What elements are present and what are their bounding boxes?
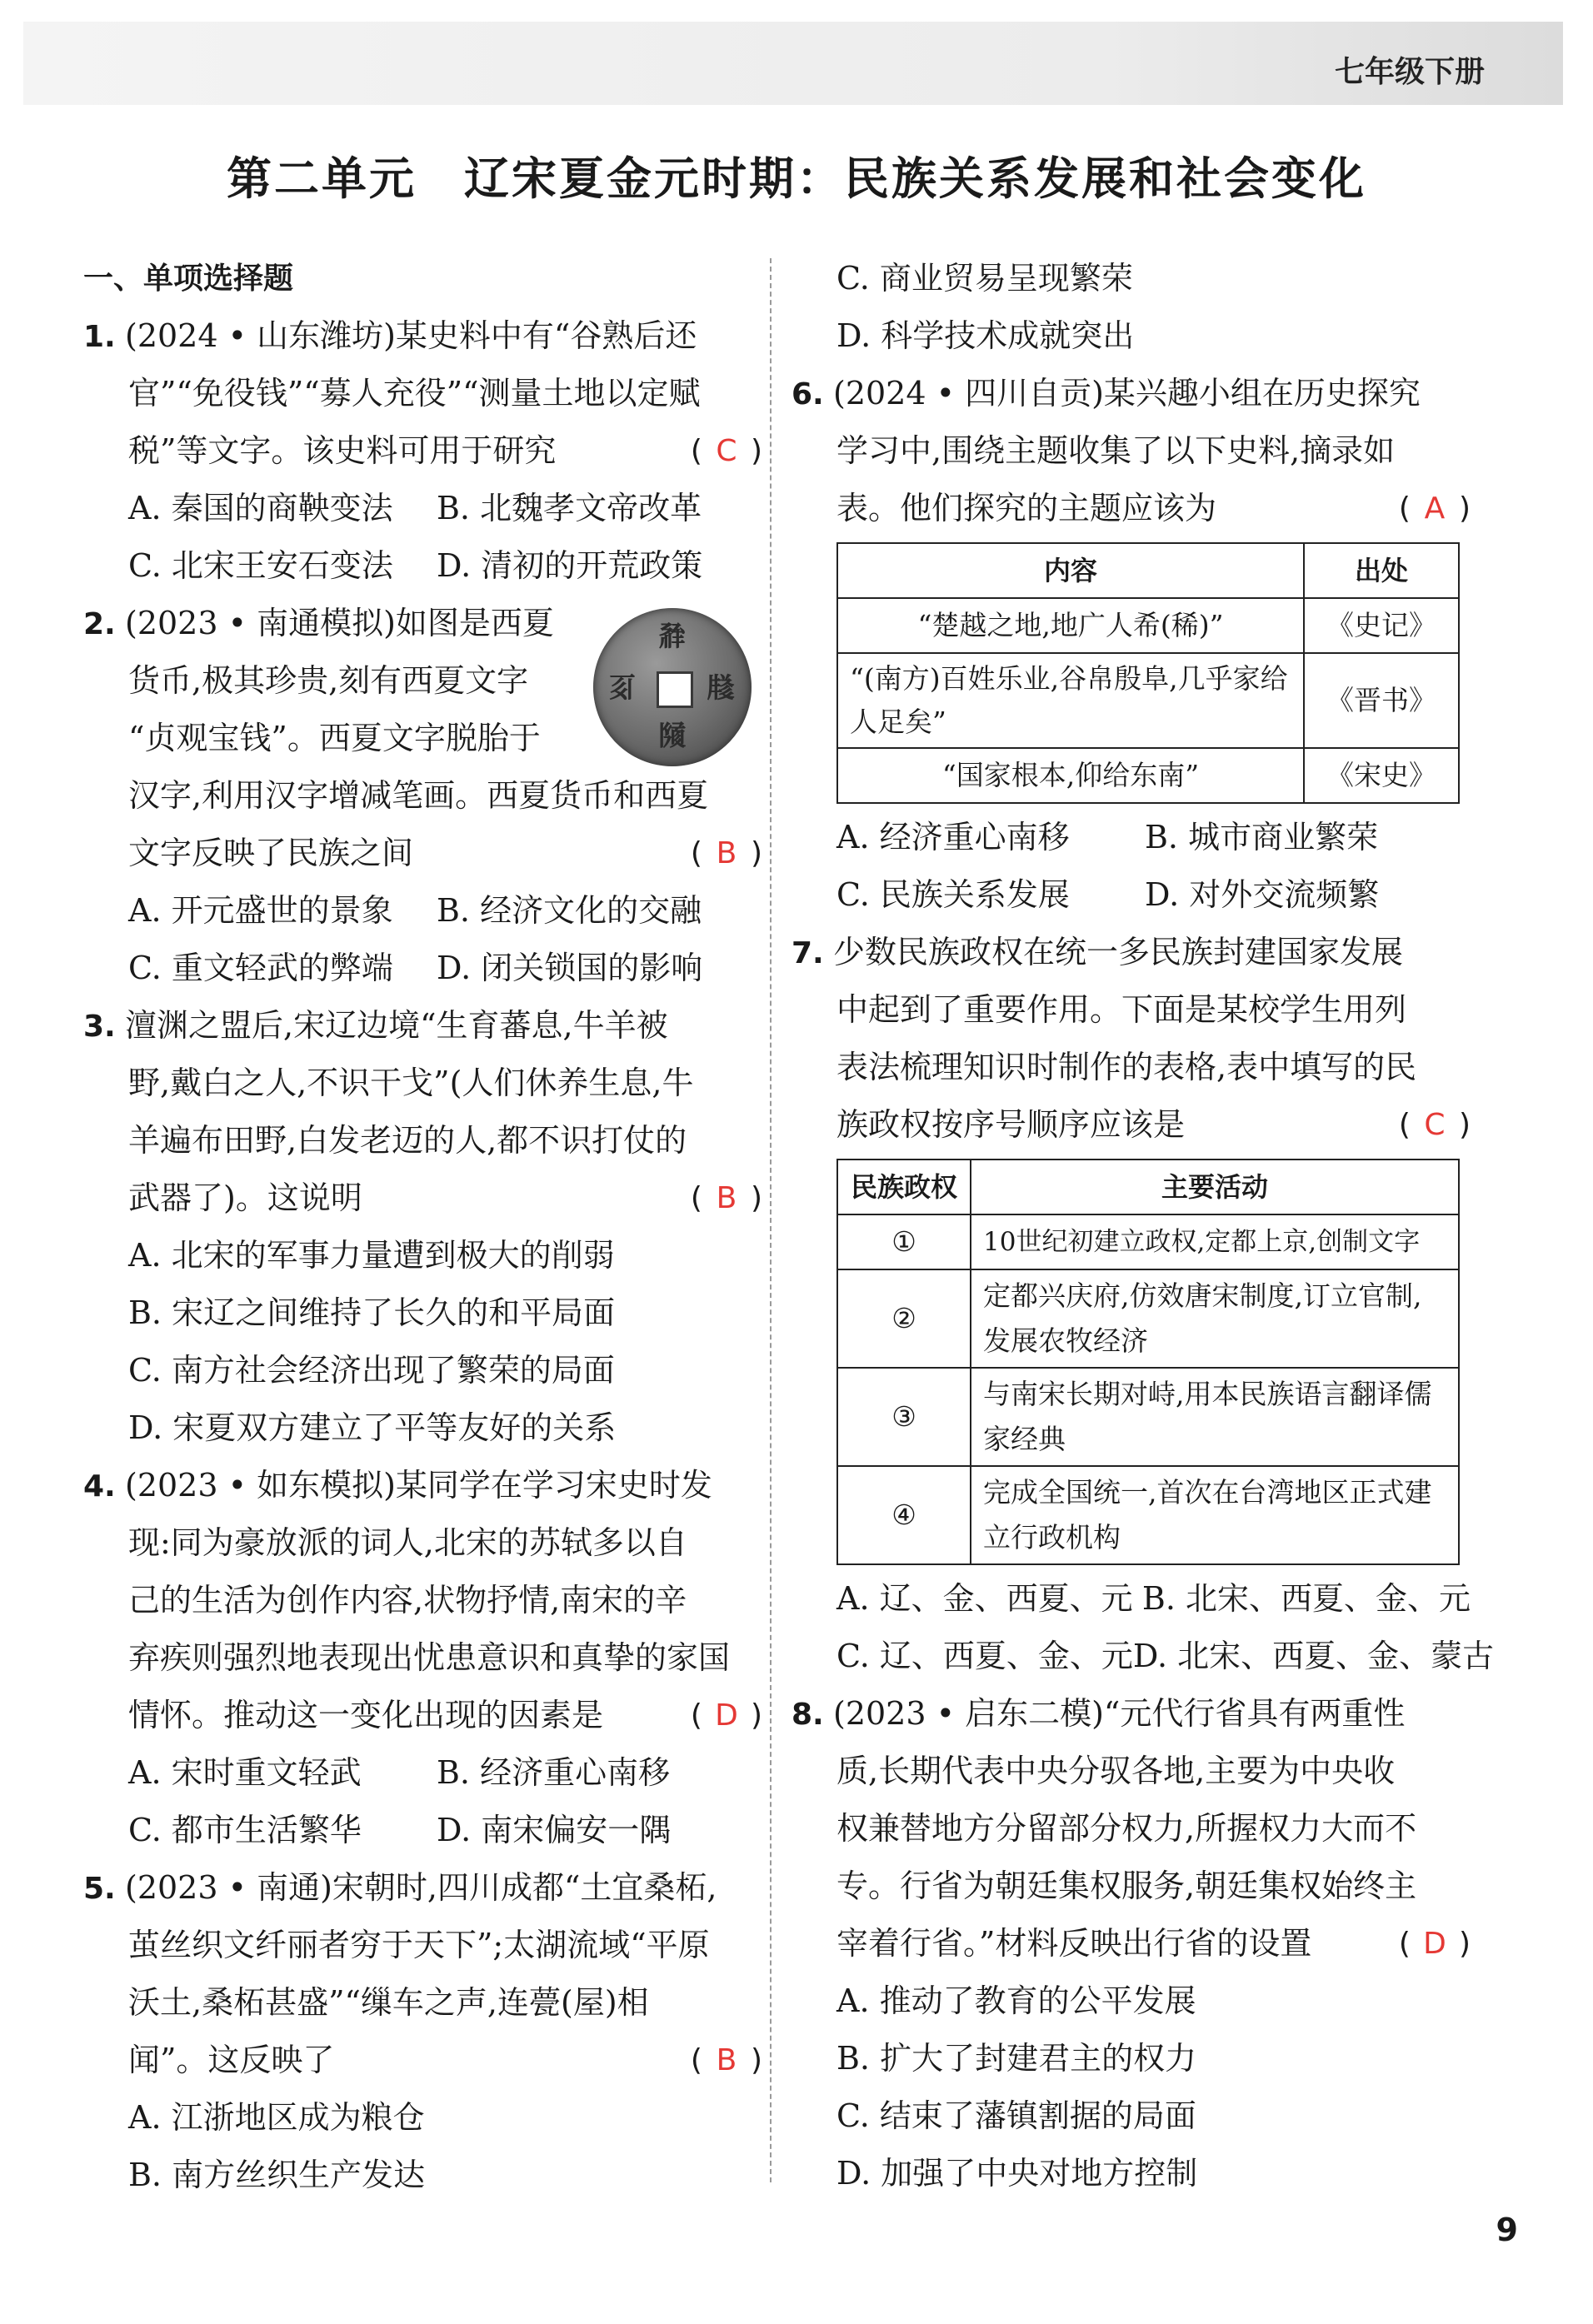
left-column: [83, 250, 762, 2204]
answer-value: B: [716, 836, 737, 870]
option-d: D. 宋夏双方建立了平等友好的关系: [128, 1409, 617, 1446]
table-cell: 《史记》: [1304, 598, 1459, 653]
option-b: B. 南方丝织生产发达: [128, 2157, 426, 2193]
question-5: [83, 1859, 762, 2204]
question-text: 表。他们探究的主题应该为: [836, 490, 1217, 526]
question-text: 权兼替地方分留部分权力,所握权力大而不: [836, 1810, 1417, 1847]
column-divider: [770, 258, 772, 2182]
sources-table: [836, 542, 1460, 804]
question-text: 武器了)。这说明: [128, 1179, 362, 1216]
coin-glyph: 𘈩: [608, 671, 637, 705]
question-number: 8.: [792, 1698, 824, 1732]
question-text: 学习中,围绕主题收集了以下史料,摘录如: [836, 432, 1396, 469]
option-c: C. 结束了藩镇割据的局面: [836, 2097, 1196, 2134]
option-d: D. 闭关锁国的影响: [437, 950, 703, 986]
table-cell: ④: [837, 1466, 971, 1564]
option-d: D. 加强了中央对地方控制: [836, 2155, 1198, 2192]
option-c: C. 都市生活繁华: [128, 1812, 362, 1848]
question-text: (2023 • 启东二模)“元代行省具有两重性: [833, 1695, 1406, 1732]
table-cell: “楚越之地,地广人希(稀)”: [837, 598, 1304, 653]
answer-value: D: [1423, 1927, 1446, 1961]
table-cell: ②: [837, 1269, 971, 1368]
question-number: 7.: [792, 936, 824, 970]
table-cell: “(南方)百姓乐业,谷帛殷阜,几乎家给人足矣”: [837, 653, 1304, 748]
question-text: 官”“免役钱”“募人充役”“测量土地以定赋: [128, 375, 701, 411]
answer-box: ( C ): [691, 422, 762, 480]
option-b: B. 北宋、西夏、金、元: [1141, 1580, 1471, 1617]
option-c: C. 重文轻武的弊端: [128, 950, 393, 986]
question-text: (2023 • 南通)宋朝时,四川成都“土宜桑柘,: [125, 1869, 717, 1906]
option-b: B. 经济重心南移: [437, 1754, 671, 1791]
option-a: A. 江浙地区成为粮仓: [128, 2099, 425, 2136]
question-text: 少数民族政权在统一多民族封建国家发展: [833, 934, 1404, 970]
question-number: 5.: [83, 1872, 116, 1906]
answer-box: ( A ): [1399, 480, 1471, 537]
question-text: 茧丝织文纤丽者穷于天下”;太湖流域“平原: [128, 1927, 710, 1963]
option-a: A. 北宋的军事力量遭到极大的削弱: [128, 1237, 615, 1274]
table-row: [837, 748, 1459, 803]
question-text: 文字反映了民族之间: [128, 835, 414, 871]
table-row: [837, 1214, 1459, 1269]
question-text: 税”等文字。该史料可用于研究: [128, 432, 557, 469]
header-bar: [23, 22, 1563, 105]
option-c: C. 辽、西夏、金、元: [836, 1638, 1133, 1674]
answer-box: ( B ): [691, 2032, 762, 2089]
question-text: 弃疾则强烈地表现出忧患意识和真挚的家国: [128, 1639, 731, 1676]
page-number: 9: [1496, 2212, 1518, 2248]
question-text: 汉字,利用汉字增减笔画。西夏货币和西夏: [128, 777, 709, 814]
table-header: 主要活动: [971, 1160, 1459, 1214]
table-cell: 《宋史》: [1304, 748, 1459, 803]
answer-value: C: [1424, 1108, 1446, 1142]
question-text: 族政权按序号顺序应该是: [836, 1106, 1186, 1143]
question-text: (2024 • 山东潍坊)某史料中有“谷熟后还: [125, 317, 697, 354]
table-cell: ①: [837, 1214, 971, 1269]
question-number: 1.: [83, 320, 116, 354]
question-3: [83, 997, 762, 1457]
option-b: B. 北魏孝文帝改革: [437, 490, 702, 526]
option-b: B. 城市商业繁荣: [1145, 819, 1379, 855]
answer-box: ( C ): [1399, 1096, 1471, 1154]
answer-box: ( D ): [1399, 1915, 1471, 1972]
question-number: 4.: [83, 1469, 116, 1504]
table-cell: 定都兴庆府,仿效唐宋制度,订立官制,发展农牧经济: [971, 1269, 1459, 1368]
option-d: D. 科学技术成就突出: [836, 317, 1135, 354]
option-d: D. 北宋、西夏、金、蒙古: [1132, 1638, 1495, 1674]
table-cell: 完成全国统一,首次在台湾地区正式建立行政机构: [971, 1466, 1459, 1564]
right-column: [792, 250, 1495, 2202]
option-d: D. 南宋偏安一隅: [437, 1812, 672, 1848]
question-6: [792, 365, 1471, 924]
question-text: 沃土,桑柘甚盛”“缫车之声,连甍(屋)相: [128, 1984, 649, 2021]
option-d: D. 清初的开荒政策: [437, 547, 703, 584]
question-7: [792, 924, 1495, 1685]
question-text: (2024 • 四川自贡)某兴趣小组在历史探究: [833, 375, 1421, 411]
coin-square-hole: [657, 671, 693, 708]
question-text: 野,戴白之人,不识干戈”(人们休养生息,牛: [128, 1065, 694, 1101]
answer-value: A: [1424, 491, 1446, 526]
table-row: [837, 1368, 1459, 1466]
question-text: (2023 • 如东模拟)某同学在学习宋史时发: [125, 1467, 712, 1504]
option-c: C. 商业贸易呈现繁荣: [836, 260, 1133, 297]
question-text: 己的生活为创作内容,状物抒情,南宋的辛: [128, 1582, 687, 1618]
table-cell: 与南宋长期对峙,用本民族语言翻译儒家经典: [971, 1368, 1459, 1466]
question-text: 情怀。推动这一变化出现的因素是: [128, 1697, 604, 1733]
question-text: 中起到了重要作用。下面是某校学生用列: [836, 991, 1407, 1028]
option-b: B. 扩大了封建君主的权力: [836, 2040, 1197, 2077]
question-1: [83, 307, 762, 595]
question-text: “贞观宝钱”。西夏文字脱胎于: [128, 720, 541, 756]
option-a: A. 辽、金、西夏、元: [836, 1580, 1133, 1617]
answer-box: ( B ): [691, 1169, 762, 1227]
table-header: 民族政权: [837, 1160, 971, 1214]
table-header: 内容: [837, 543, 1304, 598]
question-number: 3.: [83, 1010, 116, 1044]
table-cell: 《晋书》: [1304, 653, 1459, 748]
answer-box: ( B ): [691, 825, 762, 882]
section-heading: 一、单项选择题: [83, 262, 294, 296]
question-text: 专。行省为朝廷集权服务,朝廷集权始终主: [836, 1868, 1417, 1904]
question-text: 表法梳理知识时制作的表格,表中填写的民: [836, 1049, 1417, 1085]
table-row: [837, 653, 1459, 748]
option-d: D. 对外交流频繁: [1145, 876, 1380, 913]
table-row: [837, 598, 1459, 653]
option-b: B. 宋辽之间维持了长久的和平局面: [128, 1294, 616, 1331]
coin-glyph: 𗂧: [658, 720, 687, 753]
answer-value: D: [715, 1698, 738, 1733]
answer-value: C: [716, 434, 737, 468]
answer-value: B: [716, 2043, 737, 2077]
question-number: 2.: [83, 607, 116, 641]
question-text: 宰着行省。”材料反映出行省的设置: [836, 1925, 1312, 1962]
option-c: C. 民族关系发展: [836, 876, 1070, 913]
option-a: A. 宋时重文轻武: [128, 1754, 362, 1791]
table-cell: ③: [837, 1368, 971, 1466]
xixia-coin-image: [593, 608, 752, 766]
question-text: (2023 • 南通模拟)如图是西夏: [125, 605, 554, 641]
question-text: 货币,极其珍贵,刻有西夏文字: [128, 662, 529, 699]
question-text: 现:同为豪放派的词人,北宋的苏轼多以自: [128, 1524, 687, 1561]
table-cell: 10世纪初建立政权,定都上京,创制文字: [971, 1214, 1459, 1269]
option-c: C. 南方社会经济出现了繁荣的局面: [128, 1352, 615, 1389]
question-text: 澶渊之盟后,宋辽边境“生育蕃息,牛羊被: [125, 1007, 668, 1044]
question-text: 闻”。这反映了: [128, 2042, 335, 2078]
table-row: [837, 1466, 1459, 1564]
option-a: A. 推动了教育的公平发展: [836, 1982, 1196, 2019]
question-number: 6.: [792, 377, 824, 411]
unit-title: 第二单元 辽宋夏金元时期：民族关系发展和社会变化: [227, 152, 1366, 205]
coin-glyph: 𗹦: [707, 671, 735, 705]
option-a: A. 开元盛世的景象: [128, 892, 393, 929]
regimes-table: [836, 1159, 1460, 1565]
answer-box: ( D ): [691, 1687, 762, 1744]
coin-glyph: 𗴂: [658, 620, 687, 653]
option-c: C. 北宋王安石变法: [128, 547, 393, 584]
answer-value: B: [716, 1181, 737, 1215]
option-a: A. 秦国的商鞅变法: [128, 490, 393, 526]
table-header: 出处: [1304, 543, 1459, 598]
question-8: [792, 1685, 1471, 2202]
table-cell: “国家根本,仰给东南”: [837, 748, 1304, 803]
table-row: [837, 1269, 1459, 1368]
question-text: 羊遍布田野,白发老迈的人,都不识打仗的: [128, 1122, 687, 1159]
option-a: A. 经济重心南移: [836, 819, 1070, 855]
question-text: 质,长期代表中央分驭各地,主要为中央收: [836, 1753, 1396, 1789]
option-b: B. 经济文化的交融: [437, 892, 702, 929]
question-4: [83, 1457, 762, 1859]
grade-label: 七年级下册: [1334, 55, 1485, 89]
